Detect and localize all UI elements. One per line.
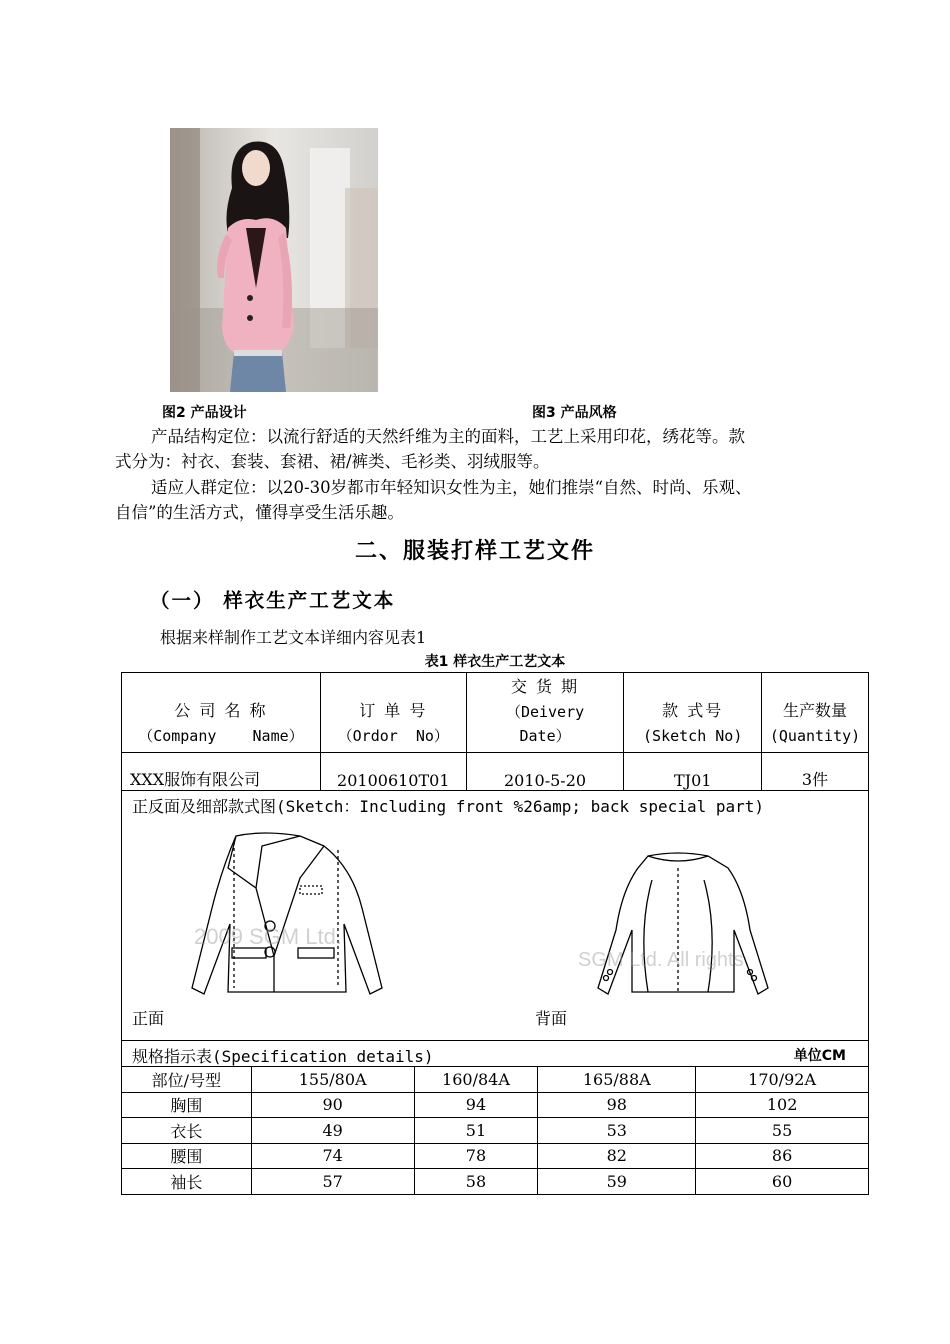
spec-value-cell: 53 [538, 1118, 696, 1144]
spec-value-cell: 55 [696, 1118, 869, 1144]
table-row [122, 1092, 869, 1118]
order-no-cell: 20100610T01 [320, 753, 466, 791]
spec-header-row [122, 1067, 869, 1093]
front-label: 正面 [132, 1009, 165, 1028]
spec-value-cell: 102 [696, 1092, 869, 1118]
header-cn: 订 单 号 [359, 701, 428, 720]
company-name-header [122, 673, 321, 753]
table-row [122, 1169, 869, 1195]
unit-label: 单位CM [793, 1048, 846, 1064]
company-name-cell: XXX服饰有限公司 [122, 753, 321, 791]
paragraph-line: 产品结构定位：以流行舒适的天然纤维为主的面料，工艺上采用印花，绣花等。款 [151, 427, 745, 446]
spec-part-cell: 胸围 [122, 1092, 252, 1118]
spec-part-cell: 腰围 [122, 1143, 252, 1169]
header-en: Date） [519, 727, 571, 745]
table-reference-note: 根据来样制作工艺文本详细内容见表1 [160, 628, 427, 647]
spec-value-cell: 49 [251, 1118, 414, 1144]
target-audience-paragraph [115, 476, 865, 525]
sketch-no-header [624, 673, 762, 753]
back-jacket-sketch [578, 850, 778, 1000]
order-info-table [121, 672, 869, 791]
spec-col-header: 170/92A [696, 1067, 869, 1093]
header-cn: 生产数量 [783, 701, 848, 720]
section-heading: 二、服装打样工艺文件 [354, 538, 595, 564]
paragraph-line: 自信”的生活方式，懂得享受生活乐趣。 [115, 502, 404, 522]
paragraph-line: 适应人群定位：以20-30岁都市年轻知识女性为主，她们推崇“自然、时尚、乐观、 [151, 478, 752, 497]
watermark-front: 2009 SGM Ltd. [194, 924, 342, 949]
sketch-no-cell: TJ01 [624, 753, 762, 791]
header-en: （Company Name） [138, 727, 304, 745]
spec-value-cell: 57 [251, 1169, 414, 1195]
spec-value-cell: 94 [414, 1092, 538, 1118]
spec-header-bar [121, 1040, 869, 1067]
front-jacket-sketch [164, 828, 394, 1002]
spec-part-cell: 衣长 [122, 1118, 252, 1144]
delivery-date-cell: 2010-5-20 [466, 753, 624, 791]
figure-2-caption: 图2 产品设计 [162, 405, 247, 421]
header-cn: 交 货 期 [510, 677, 580, 696]
back-label: 背面 [535, 1009, 568, 1028]
product-style-photo [170, 128, 378, 392]
figure-3-caption: 图3 产品风格 [532, 405, 617, 421]
header-cn: 款 式号 [662, 701, 724, 720]
header-en: （Ordor No） [337, 727, 449, 745]
spec-part-cell: 袖长 [122, 1169, 252, 1195]
header-en: (Sketch No) [643, 727, 743, 745]
table-row [122, 1118, 869, 1144]
spec-col-header: 165/88A [538, 1067, 696, 1093]
structure-positioning-paragraph [115, 425, 865, 474]
sketch-title: 正反面及细部款式图(Sketch：Including front %26amp; back special part) [132, 797, 765, 816]
spec-value-cell: 82 [538, 1143, 696, 1169]
header-en: (Quantity) [769, 727, 861, 745]
header-cn: 公 司 名 称 [174, 701, 268, 720]
paragraph-line: 式分为：衬衣、套装、套裙、裙/裤类、毛衫类、羽绒服等。 [115, 451, 550, 471]
spec-value-cell: 98 [538, 1092, 696, 1118]
sketch-section [121, 790, 869, 1041]
spec-title: 规格指示表(Specification details) [132, 1047, 434, 1066]
spec-value-cell: 58 [414, 1169, 538, 1195]
table-row [122, 753, 869, 791]
spec-table [121, 1066, 869, 1195]
spec-value-cell: 59 [538, 1169, 696, 1195]
spec-value-cell: 86 [696, 1143, 869, 1169]
order-no-header [320, 673, 466, 753]
watermark-back: SGM Ltd. All rights [578, 949, 744, 971]
spec-value-cell: 60 [696, 1169, 869, 1195]
spec-value-cell: 78 [414, 1143, 538, 1169]
header-en: （Deivery [505, 703, 585, 721]
subsection-heading: （一） 样衣生产工艺文本 [150, 589, 396, 612]
table-caption: 表1 样衣生产工艺文本 [424, 654, 566, 670]
delivery-date-header [466, 673, 624, 753]
quantity-cell: 3件 [762, 753, 869, 791]
spec-value-cell: 90 [251, 1092, 414, 1118]
spec-col-header: 部位/号型 [122, 1067, 252, 1093]
spec-value-cell: 51 [414, 1118, 538, 1144]
quantity-header [762, 673, 869, 753]
table-header-row [122, 673, 869, 753]
spec-value-cell: 74 [251, 1143, 414, 1169]
spec-col-header: 155/80A [251, 1067, 414, 1093]
spec-col-header: 160/84A [414, 1067, 538, 1093]
table-row [122, 1143, 869, 1169]
